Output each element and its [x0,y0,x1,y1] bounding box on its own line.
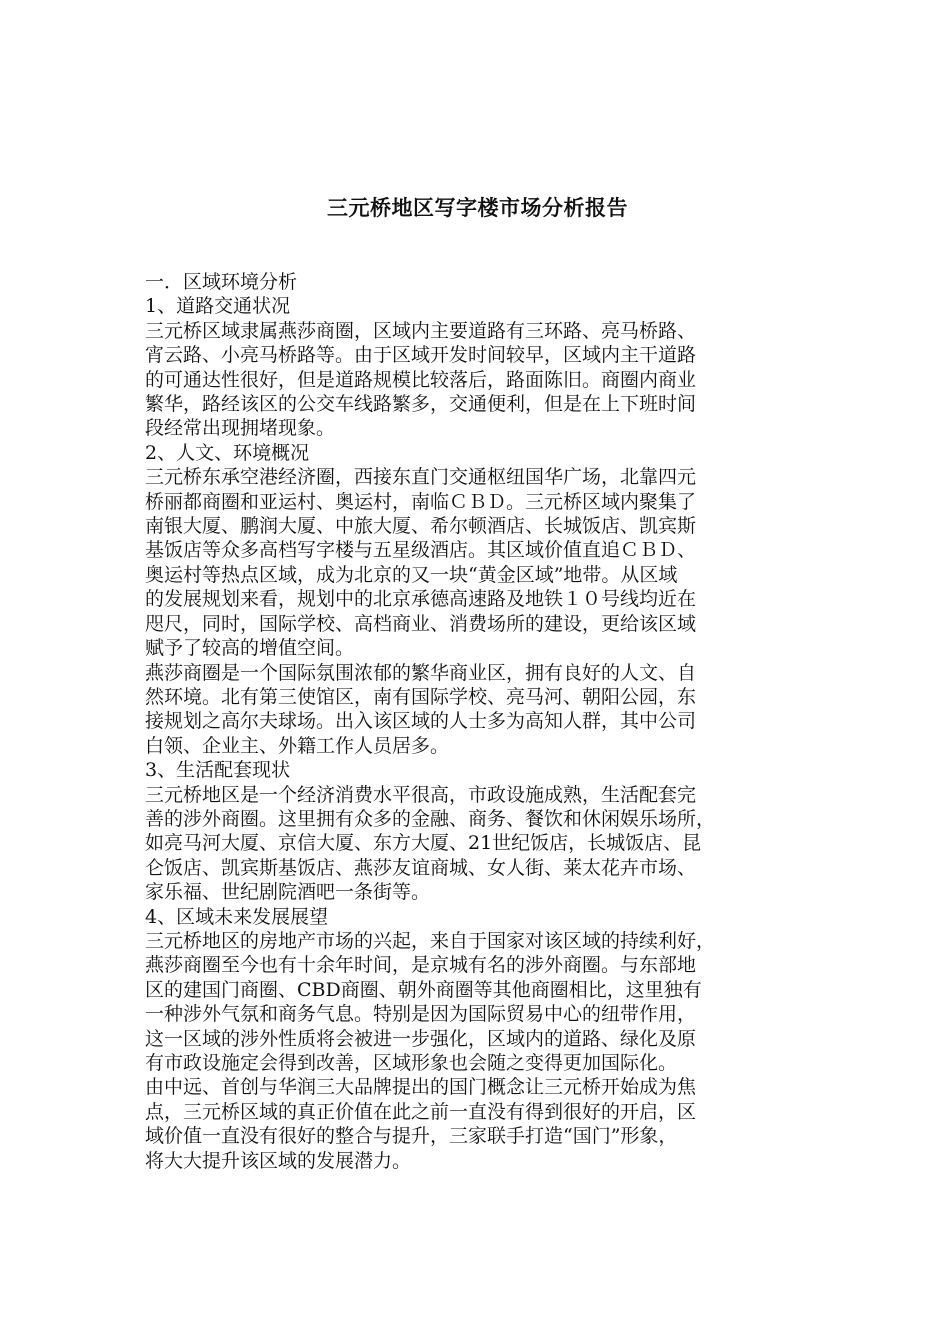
body-line: 善的涉外商圈。这里拥有众多的金融、商务、餐饮和休闲娱乐场所， [145,807,716,830]
body-line: 将大大提升该区域的发展潜力。 [145,1149,412,1172]
body-line: 桥丽都商圈和亚运村、奥运村，南临ＣＢＤ。三元桥区域内聚集了 [145,490,697,513]
body-line: 3、生活配套现状 [145,759,291,782]
body-line: 燕莎商圈是一个国际氛围浓郁的繁华商业区，拥有良好的人文、自 [145,661,697,684]
body-line: 接规划之高尔夫球场。出入该区域的人士多为高知人群，其中公司 [145,710,697,733]
body-line: 仑饭店、凯宾斯基饭店、燕莎友谊商城、女人街、莱太花卉市场、 [145,856,697,879]
body-line: 南银大厦、鹏润大厦、中旅大厦、希尔顿酒店、长城饭店、凯宾斯 [145,515,697,538]
body-line: 白领、企业主、外籍工作人员居多。 [145,734,450,757]
body-line: 一．区域环境分析 [145,271,298,293]
body-line: 燕莎商圈至今也有十余年时间，是京城有名的涉外商圈。与东部地 [145,954,697,977]
body-line: 赋予了较高的增值空间。 [145,637,355,660]
body-line: 有市政设施定会得到改善，区域形象也会随之变得更加国际化。 [145,1052,678,1074]
body-line: 这一区域的涉外性质将会被进一步强化，区域内的道路、绿化及原 [145,1027,697,1050]
body-line: 1、道路交通状况 [145,295,291,318]
document-body [145,270,810,1173]
body-line: 如亮马河大厦、京信大厦、东方大厦、21世纪饭店，长城饭店、昆 [145,832,702,855]
body-line: 区的建国门商圈、CBD商圈、朝外商圈等其他商圈相比，这里独有 [145,978,702,1001]
body-line: 奥运村等热点区域，成为北京的又一块“黄金区域”地带。从区域 [145,563,678,586]
body-line: 2、人文、环境概况 [145,441,310,464]
body-line: 宵云路、小亮马桥路等。由于区域开发时间较早，区域内主干道路 [145,344,697,367]
body-line: 三元桥区域隶属燕莎商圈，区域内主要道路有三环路、亮马桥路、 [145,319,697,342]
body-line: 由中远、首创与华润三大品牌提出的国门概念让三元桥开始成为焦 [145,1076,697,1099]
body-line: 咫尺，同时，国际学校、高档商业、消费场所的建设，更给该区域 [145,612,697,635]
body-line: 三元桥地区的房地产市场的兴起，来自于国家对该区域的持续利好， [145,929,716,952]
body-line: 段经常出现拥堵现象。 [145,417,336,440]
body-line: 一种涉外气氛和商务气息。特别是因为国际贸易中心的纽带作用， [145,1003,697,1026]
body-line: 三元桥东承空港经济圈，西接东直门交通枢纽国华广场，北靠四元 [145,466,697,489]
body-line: 点，三元桥区域的真正价值在此之前一直没有得到很好的开启，区 [145,1100,697,1123]
document-title: 三元桥地区写字楼市场分析报告 [327,195,628,220]
body-line: 的发展规划来看，规划中的北京承德高速路及地铁１０号线均近在 [145,588,697,611]
body-line: 然环境。北有第三使馆区，南有国际学校、亮马河、朝阳公园，东 [145,685,697,708]
body-line: 繁华，路经该区的公交车线路繁多，交通便利，但是在上下班时间 [145,393,697,416]
body-line: 的可通达性很好，但是道路规模比较落后，路面陈旧。商圈内商业 [145,368,697,391]
body-line: 三元桥地区是一个经济消费水平很高，市政设施成熟，生活配套完 [145,783,697,806]
body-line: 家乐福、世纪剧院酒吧一条街等。 [145,881,431,904]
body-line: 域价值一直没有很好的整合与提升，三家联手打造“国门”形象， [145,1125,678,1148]
body-line: 4、区域未来发展展望 [145,905,329,928]
body-line: 基饭店等众多高档写字楼与五星级酒店。其区域价值直追ＣＢＤ、 [145,539,697,562]
